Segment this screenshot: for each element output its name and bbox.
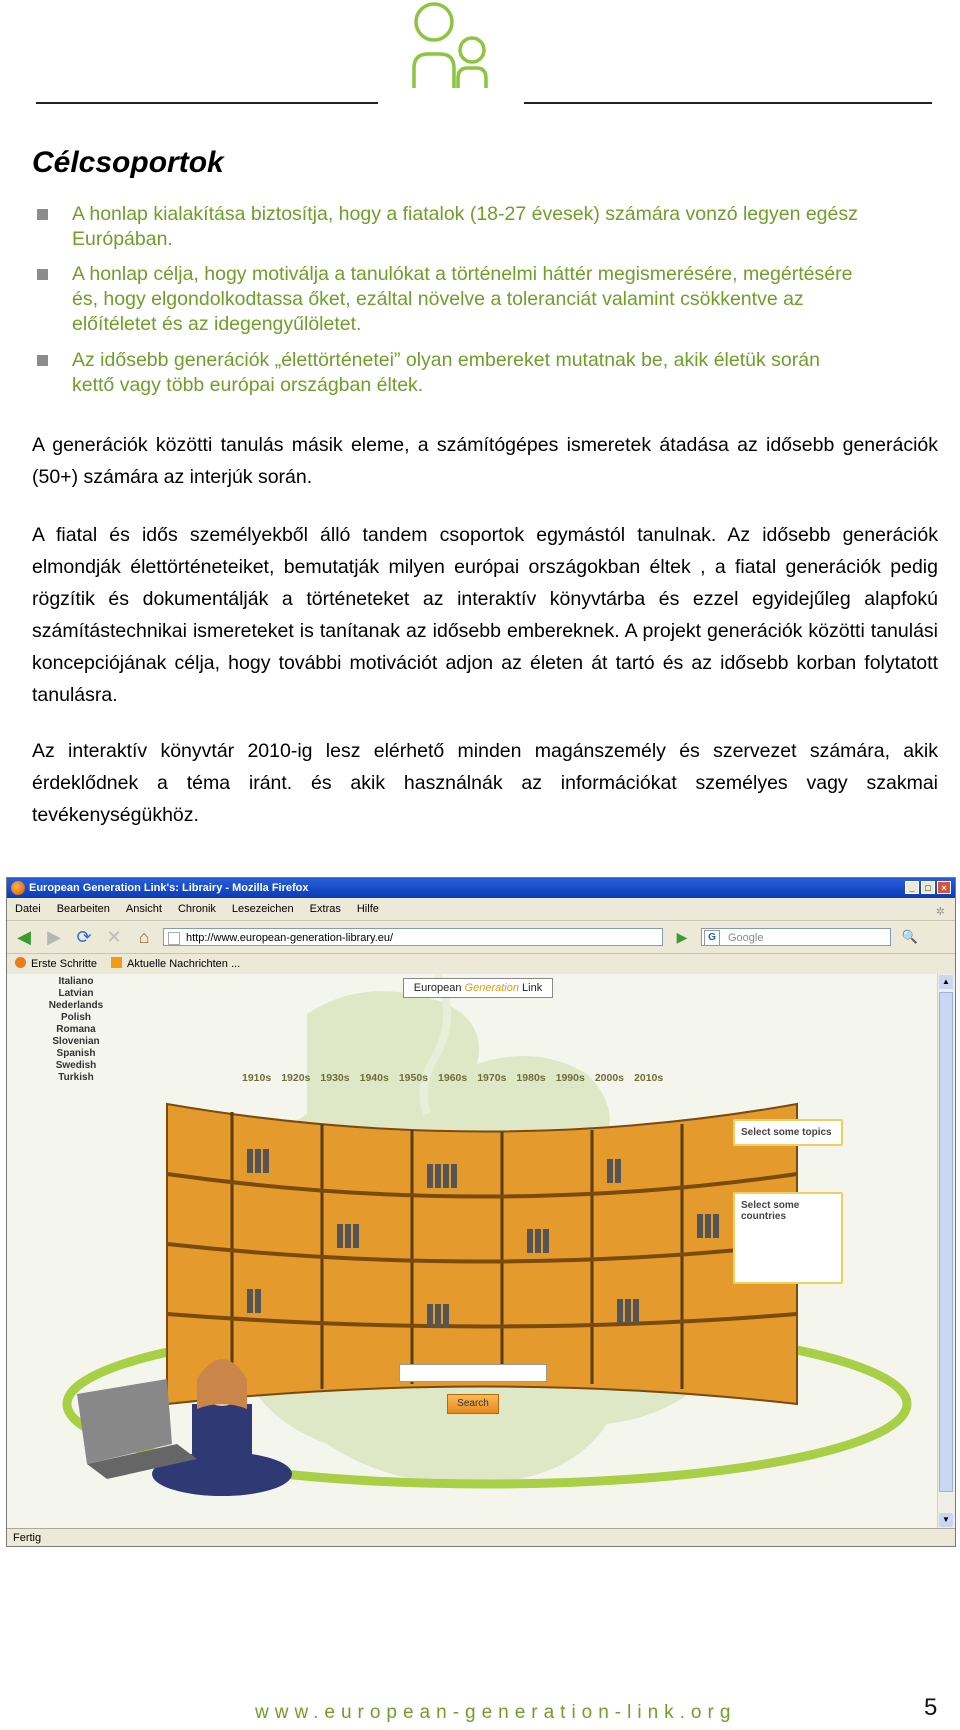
menu-item-extras[interactable]: Extras — [309, 903, 341, 915]
decade-link[interactable]: 1950s — [398, 1072, 429, 1084]
language-item[interactable]: Polish — [60, 1012, 91, 1023]
page-number: 5 — [924, 1694, 938, 1721]
language-item[interactable]: Nederlands — [48, 1000, 104, 1011]
reload-icon[interactable]: ⟳ — [76, 926, 92, 947]
bullet-list — [32, 202, 862, 410]
bullet-item — [32, 202, 862, 252]
header-rule-left — [36, 102, 378, 104]
navigation-toolbar — [7, 921, 955, 954]
decade-link[interactable]: 1960s — [438, 1072, 468, 1084]
minimize-button[interactable]: _ — [905, 881, 919, 894]
bookmark-aktuelle-nachrichten[interactable]: Aktuelle Nachrichten ... — [111, 954, 240, 974]
scroll-up-icon[interactable]: ▲ — [939, 975, 953, 989]
website-content — [7, 974, 937, 1528]
magnifier-icon[interactable]: 🔍 — [901, 929, 919, 944]
decade-link[interactable]: 1920s — [281, 1072, 311, 1084]
bullet-item — [32, 262, 862, 337]
menu-item-hilfe[interactable]: Hilfe — [356, 903, 379, 915]
maximize-button[interactable]: □ — [921, 881, 935, 894]
language-item[interactable]: Latvian — [58, 988, 94, 999]
bullet-text: A honlap célja, hogy motiválja a tanulókat a történelmi háttér megismerésére, megértésére és, hogy elgondolkodtassa őket, ezáltal növelve a toleranciát valamint csökkentve az előítéletet és az idegengyűlöletet. — [72, 263, 853, 335]
menu-item-chronik[interactable]: Chronik — [177, 903, 216, 915]
home-icon[interactable]: ⌂ — [138, 926, 150, 947]
callout-countries[interactable] — [733, 1192, 843, 1284]
footer-url[interactable]: www.european-generation-link.org — [255, 1702, 737, 1723]
decade-link[interactable]: 1940s — [359, 1072, 389, 1084]
paragraph: A fiatal és idős személyekből álló tandem csoportok egymástól tanulnak. Az idősebb generációk elmondják élettörténeteiket, bemutatják milyen európai országokban éltek , a fiatal generációk pedig rögzítik és dokumentálják a történeteket az interaktív könyvtárba és ezzel egyidejűleg alapfokú számítástechnikai ismereteket is tanítanak az idősebb embereknek. A projekt generációk közötti tanulási koncepciójának célja, hogy további motivációt adjon az életen át tartó és az idősebb korban folytatott tanulásra. — [32, 524, 938, 706]
bullet-square-icon — [37, 209, 48, 220]
scrollbar-thumb[interactable] — [939, 992, 953, 1492]
menu-item-lesezeichen[interactable]: Lesezeichen — [231, 903, 294, 915]
people-logo-icon — [408, 0, 498, 92]
status-bar — [7, 1528, 955, 1546]
language-item[interactable]: Italiano — [58, 976, 94, 987]
window-title: European Generation Link's: Librairy - Mozilla Firefox — [29, 882, 309, 894]
library-search-input[interactable] — [399, 1364, 547, 1382]
menu-bar — [7, 898, 955, 921]
language-item[interactable]: Swedish — [55, 1060, 97, 1071]
bullet-item — [32, 348, 862, 398]
bullet-square-icon — [37, 269, 48, 280]
decade-link[interactable]: 1930s — [320, 1072, 350, 1084]
forward-arrow-icon[interactable]: ▶ — [47, 926, 61, 947]
search-field[interactable] — [701, 928, 891, 946]
decade-link[interactable]: 1970s — [477, 1072, 507, 1084]
url-bar[interactable] — [163, 928, 663, 946]
library-search-button[interactable]: Search — [447, 1394, 499, 1414]
menu-item-datei[interactable]: Datei — [15, 903, 41, 915]
window-titlebar — [7, 878, 955, 898]
back-arrow-icon[interactable]: ◀ — [17, 926, 31, 947]
language-item[interactable]: Turkish — [58, 1072, 94, 1083]
language-item[interactable]: Spanish — [56, 1048, 96, 1059]
stop-icon[interactable]: ✕ — [106, 926, 122, 947]
status-text: Fertig — [13, 1532, 42, 1544]
menu-item-ansicht[interactable]: Ansicht — [125, 903, 162, 915]
google-icon: G — [704, 930, 720, 946]
language-item[interactable]: Slovenian — [52, 1036, 100, 1047]
site-brand-logo: European Generation Link — [403, 978, 553, 998]
bookmark-erste-schritte[interactable]: Erste Schritte — [15, 954, 97, 974]
firefox-icon — [11, 881, 25, 895]
decade-link[interactable]: 1990s — [555, 1072, 585, 1084]
decade-link[interactable]: 2010s — [634, 1072, 664, 1084]
scroll-down-icon[interactable]: ▼ — [939, 1513, 953, 1527]
language-item[interactable]: Romana — [56, 1024, 96, 1035]
header-rule-right — [524, 102, 932, 104]
callout-topics[interactable]: Select some topics — [733, 1119, 843, 1146]
paragraph: A generációk közötti tanulás másik eleme, a számítógépes ismeretek átadása az idősebb generációk (50+) számára az interjúk során. — [32, 434, 938, 488]
bullet-text: A honlap kialakítása biztosítja, hogy a fiatalok (18-27 évesek) számára vonzó legyen egész Európában. — [72, 203, 858, 250]
go-arrow-icon[interactable]: ▶ — [676, 928, 688, 945]
decade-link[interactable]: 1910s — [242, 1072, 272, 1084]
url-text: http://www.european-generation-library.eu/ — [186, 932, 394, 944]
decade-link[interactable]: 1980s — [516, 1072, 546, 1084]
vertical-scrollbar[interactable] — [937, 974, 955, 1528]
bookmarks-toolbar — [7, 954, 955, 975]
firefox-bookmark-icon — [15, 957, 26, 968]
paragraph: Az interaktív könyvtár 2010-ig lesz elérhető minden magánszemély és szervezet számára, akik érdeklődnek a téma iránt. és akik használnák az információkat személyes vagy szakmai tevékenységükhöz. — [32, 740, 938, 826]
search-placeholder: Google — [728, 932, 764, 944]
menu-item-bearbeiten[interactable]: Bearbeiten — [56, 903, 110, 915]
close-button[interactable]: × — [937, 881, 951, 894]
browser-window-screenshot — [6, 877, 956, 1547]
bullet-square-icon — [37, 355, 48, 366]
page-title: Célcsoportok — [32, 146, 224, 179]
decade-link[interactable]: 2000s — [594, 1072, 625, 1084]
bullet-text: Az idősebb generációk „élettörténetei” olyan embereket mutatnak be, akik életük során kettő vagy több európai országban éltek. — [72, 349, 820, 396]
callout-countries-text: Select some countries — [741, 1200, 800, 1222]
rss-icon — [111, 957, 122, 968]
page-icon — [168, 932, 180, 945]
throbber-icon: ✲ — [935, 906, 945, 918]
